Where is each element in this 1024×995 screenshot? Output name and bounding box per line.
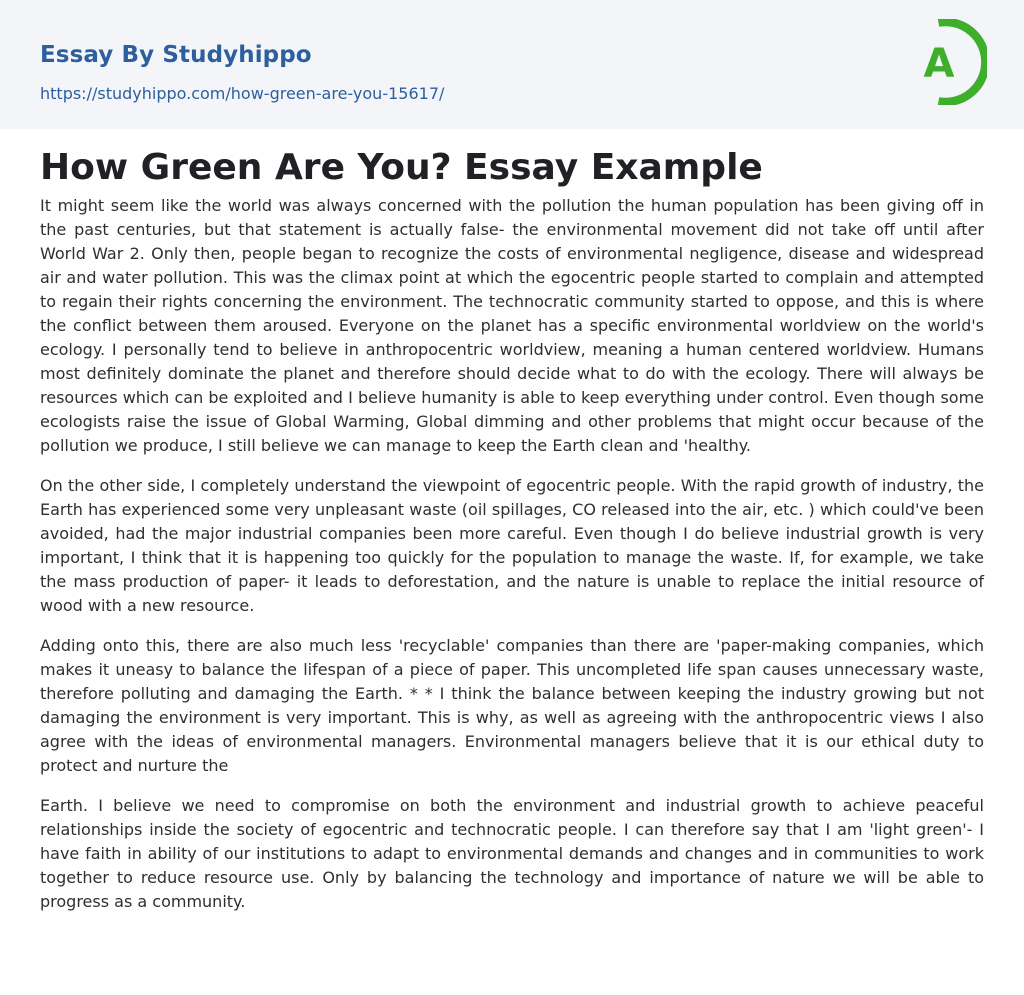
article-paragraph: On the other side, I completely understand the viewpoint of egocentric people. With the rapid growth of industry, the Earth has experienced some very unpleasant waste (oil spillages, CO released into the air, etc. ) which could've been avoided, had the major industrial companies been more careful. Even though I do believe industrial growth is very important, I think that it is happening too quickly for the population to manage the waste. If, for example, we take the mass production of paper- it leads to deforestation, and the nature is unable to replace the initial resource of wood with a new resource.: [40, 476, 984, 615]
page-url-link[interactable]: https://studyhippo.com/how-green-are-you-15617/: [40, 84, 445, 103]
page-title: How Green Are You? Essay Example: [40, 147, 763, 188]
article-paragraph: It might seem like the world was always concerned with the pollution the human population has been giving off in the past centuries, but that statement is actually false- the environmental movement did not take off until after World War 2. Only then, people began to recognize the costs of environmental negligence, disease and widespread air and water pollution. This was the climax point at which the egocentric people started to complain and attempted to regain their rights concerning the environment. The technocratic community started to oppose, and this is where the conflict between them aroused. Everyone on the planet has a specific environmental worldview on the world's ecology. I personally tend to believe in anthropocentric worldview, meaning a human centered worldview. Humans most definitely dominate the planet and therefore should decide what to do with the ecology. There will always be resources which can be exploited and I believe humanity is able to keep everything under control. Even though some ecologists raise the issue of Global Warming, Global dimming and other problems that might occur because of the pollution we produce, I still believe we can manage to keep the Earth clean and 'healthy.: [40, 196, 984, 455]
article-body: [40, 194, 984, 930]
article-paragraph: Earth. I believe we need to compromise on both the environment and industrial growth to achieve peaceful relationships inside the society of egocentric and technocratic people. I can therefore say that I am 'light green'- I have faith in ability of our institutions to adapt to environmental demands and changes and in communities to work together to reduce resource use. Only by balancing the technology and importance of nature we will be able to progress as a community.: [40, 796, 984, 911]
logo-letter: A: [923, 41, 955, 87]
studyhippo-logo-icon[interactable]: [909, 19, 987, 105]
article-paragraph: Adding onto this, there are also much less 'recyclable' companies than there are 'paper-making companies, which makes it uneasy to balance the lifespan of a piece of paper. This uncompleted life span causes unnecessary waste, therefore polluting and damaging the Earth. * * I think the balance between keeping the industry growing but not damaging the environment is very important. This is why, as well as agreeing with the anthropocentric views I also agree with the ideas of environmental managers. Environmental managers believe that it is our ethical duty to protect and nurture the: [40, 636, 984, 775]
site-brand[interactable]: Essay By Studyhippo: [40, 42, 312, 68]
